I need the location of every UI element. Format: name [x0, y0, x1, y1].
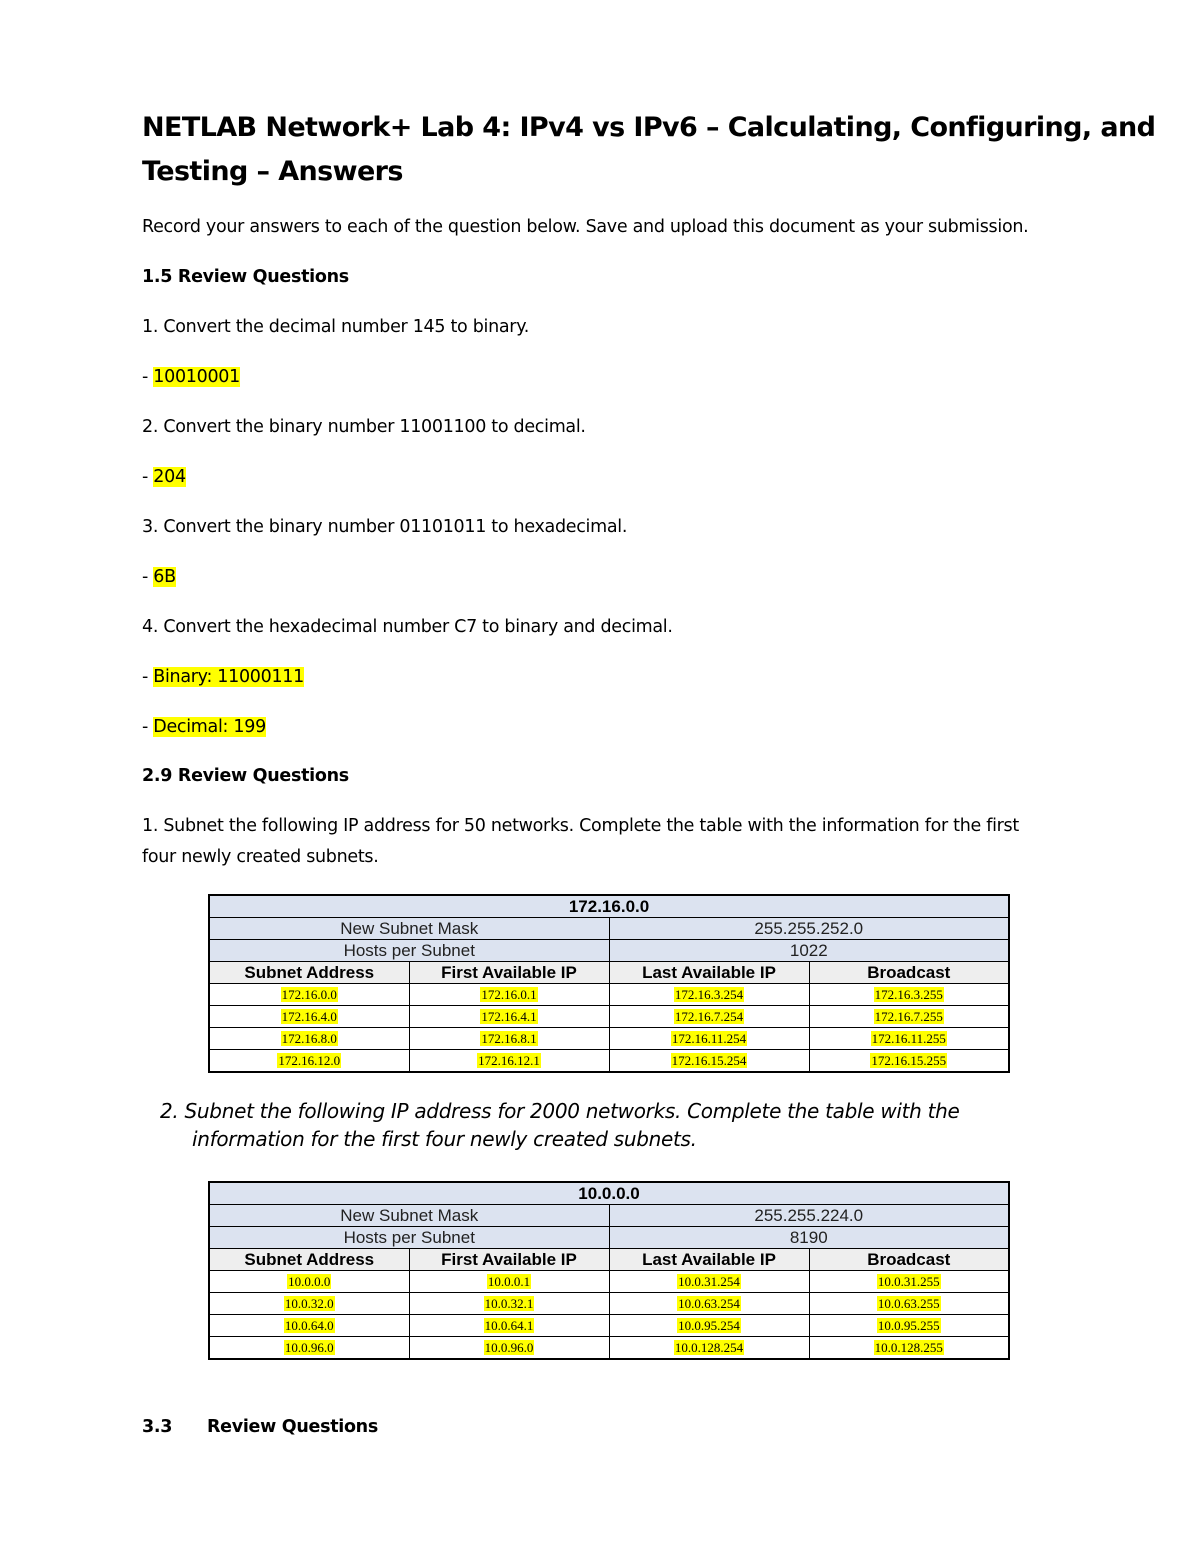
section-heading-3-3-number: 3.3	[142, 1417, 173, 1437]
answer-dash: -	[142, 717, 154, 737]
cell-value: 10.0.63.254	[678, 1295, 740, 1311]
answer-2-value: 204	[153, 467, 186, 487]
question-6-line2: information for the first four newly created subnets.	[192, 1127, 697, 1151]
table-cell	[209, 1050, 409, 1073]
answer-4-decimal	[142, 717, 266, 737]
table2-network: 10.0.0.0	[209, 1182, 1009, 1205]
table-row	[209, 984, 1009, 1006]
table2-hosts-label: Hosts per Subnet	[209, 1227, 609, 1249]
table1-column-header: Last Available IP	[609, 962, 809, 984]
table-cell	[809, 1293, 1009, 1315]
table-cell	[209, 1028, 409, 1050]
cell-value: 10.0.128.254	[674, 1339, 744, 1355]
table-cell	[609, 1337, 809, 1360]
table-row	[209, 1293, 1009, 1315]
table-cell	[409, 1293, 609, 1315]
cell-value: 10.0.32.1	[484, 1295, 534, 1311]
table-cell	[409, 1006, 609, 1028]
table-cell	[609, 984, 809, 1006]
cell-value: 10.0.128.255	[874, 1339, 943, 1355]
cell-value: 10.0.64.0	[284, 1317, 334, 1333]
answer-1	[142, 367, 240, 387]
question-4: 4. Convert the hexadecimal number C7 to binary and decimal.	[142, 617, 673, 637]
table-row	[209, 1315, 1009, 1337]
table-cell	[209, 1271, 409, 1293]
table2-column-header: First Available IP	[409, 1249, 609, 1271]
subnet-table-1	[208, 894, 1010, 1073]
table2-mask-label: New Subnet Mask	[209, 1205, 609, 1227]
question-5-line2: four newly created subnets.	[142, 847, 379, 867]
cell-value: 172.16.4.0	[281, 1008, 337, 1024]
table-cell	[609, 1271, 809, 1293]
cell-value: 172.16.8.1	[481, 1030, 537, 1046]
table1-mask-value: 255.255.252.0	[609, 918, 1009, 940]
cell-value: 10.0.32.0	[284, 1295, 334, 1311]
table-cell	[609, 1315, 809, 1337]
table-cell	[209, 1337, 409, 1360]
table-cell	[609, 1006, 809, 1028]
table1-mask-label: New Subnet Mask	[209, 918, 609, 940]
cell-value: 172.16.11.254	[671, 1030, 747, 1046]
cell-value: 172.16.8.0	[281, 1030, 337, 1046]
table2-column-header: Broadcast	[809, 1249, 1009, 1271]
table-cell	[409, 984, 609, 1006]
table-row	[209, 1337, 1009, 1360]
cell-value: 10.0.63.255	[877, 1295, 940, 1311]
section-heading-3-3-label: Review Questions	[207, 1417, 378, 1437]
cell-value: 10.0.95.255	[877, 1317, 940, 1333]
table1-column-header: Broadcast	[809, 962, 1009, 984]
table-cell	[609, 1293, 809, 1315]
section-heading-1-5: 1.5 Review Questions	[142, 267, 349, 287]
answer-dash: -	[142, 367, 154, 387]
table-cell	[809, 984, 1009, 1006]
table2-column-header: Last Available IP	[609, 1249, 809, 1271]
cell-value: 172.16.4.1	[481, 1008, 537, 1024]
table-row	[209, 1028, 1009, 1050]
table-cell	[409, 1028, 609, 1050]
cell-value: 10.0.96.0	[284, 1339, 334, 1355]
answer-4-decimal-value: Decimal: 199	[153, 717, 266, 737]
table-cell	[809, 1315, 1009, 1337]
table-cell	[209, 1315, 409, 1337]
answer-4-binary	[142, 667, 304, 687]
table-cell	[409, 1315, 609, 1337]
table-cell	[609, 1028, 809, 1050]
answer-2	[142, 467, 186, 487]
question-2: 2. Convert the binary number 11001100 to decimal.	[142, 417, 586, 437]
cell-value: 172.16.12.1	[478, 1052, 540, 1068]
cell-value: 172.16.7.254	[674, 1008, 744, 1024]
cell-value: 172.16.15.255	[871, 1052, 947, 1068]
cell-value: 172.16.3.255	[874, 986, 943, 1002]
answer-4-binary-value: Binary: 11000111	[153, 667, 304, 687]
section-heading-2-9: 2.9 Review Questions	[142, 766, 349, 786]
answer-dash: -	[142, 467, 154, 487]
table-row	[209, 1006, 1009, 1028]
cell-value: 10.0.96.0	[484, 1339, 534, 1355]
table-cell	[809, 1006, 1009, 1028]
table1-hosts-label: Hosts per Subnet	[209, 940, 609, 962]
question-6-line1: 2. Subnet the following IP address for 2000 networks. Complete the table with the	[160, 1099, 960, 1123]
answer-3	[142, 567, 176, 587]
question-3: 3. Convert the binary number 01101011 to hexadecimal.	[142, 517, 628, 537]
table-row	[209, 1271, 1009, 1293]
cell-value: 10.0.95.254	[678, 1317, 740, 1333]
table-cell	[209, 984, 409, 1006]
table-cell	[209, 1006, 409, 1028]
cell-value: 172.16.0.0	[281, 986, 337, 1002]
table-cell	[609, 1050, 809, 1073]
document-title-line2: Testing – Answers	[142, 156, 403, 187]
table-cell	[209, 1293, 409, 1315]
table-cell	[409, 1050, 609, 1073]
table-cell	[809, 1028, 1009, 1050]
document-title-line1: NETLAB Network+ Lab 4: IPv4 vs IPv6 – Calculating, Configuring, and	[142, 112, 1156, 143]
cell-value: 172.16.0.1	[481, 986, 537, 1002]
cell-value: 172.16.3.254	[674, 986, 744, 1002]
cell-value: 10.0.31.254	[678, 1273, 740, 1289]
table-cell	[809, 1337, 1009, 1360]
answer-1-value: 10010001	[153, 367, 240, 387]
question-1: 1. Convert the decimal number 145 to binary.	[142, 317, 530, 337]
table1-column-header: Subnet Address	[209, 962, 409, 984]
cell-value: 10.0.0.0	[288, 1273, 331, 1289]
subnet-table-2	[208, 1181, 1010, 1360]
table-cell	[809, 1050, 1009, 1073]
cell-value: 172.16.12.0	[278, 1052, 341, 1068]
table-cell	[409, 1271, 609, 1293]
answer-3-value: 6B	[153, 567, 176, 587]
question-5-line1: 1. Subnet the following IP address for 50 networks. Complete the table with the information for the first	[142, 816, 1019, 836]
table-cell	[409, 1337, 609, 1360]
table1-column-header: First Available IP	[409, 962, 609, 984]
cell-value: 172.16.15.254	[671, 1052, 747, 1068]
cell-value: 10.0.64.1	[484, 1317, 534, 1333]
table-cell	[809, 1271, 1009, 1293]
table1-network: 172.16.0.0	[209, 895, 1009, 918]
cell-value: 172.16.7.255	[874, 1008, 943, 1024]
cell-value: 10.0.0.1	[487, 1273, 531, 1289]
cell-value: 10.0.31.255	[877, 1273, 940, 1289]
answer-dash: -	[142, 567, 154, 587]
table1-hosts-value: 1022	[609, 940, 1009, 962]
answer-dash: -	[142, 667, 154, 687]
intro-text: Record your answers to each of the question below. Save and upload this document as your submission.	[142, 217, 1029, 237]
cell-value: 172.16.11.255	[871, 1030, 946, 1046]
table2-hosts-value: 8190	[609, 1227, 1009, 1249]
table2-column-header: Subnet Address	[209, 1249, 409, 1271]
table-row	[209, 1050, 1009, 1073]
table2-mask-value: 255.255.224.0	[609, 1205, 1009, 1227]
